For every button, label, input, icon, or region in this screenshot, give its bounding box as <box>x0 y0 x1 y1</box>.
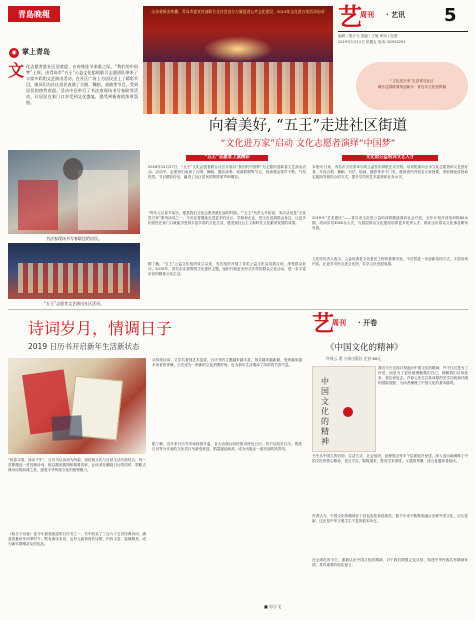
header-divider <box>338 31 468 32</box>
banner-caption: 山东省新安传播、青岛市委宣传部联合全社会各方力量促进公共文化建设、2019年文化进万家活动启动 <box>151 9 325 14</box>
brand-logo: 艺 <box>338 2 362 31</box>
section-a-para1: 2018年12月27日，“五王”文化志愿者联合社区开展以“我们的中国梦”为主题的迎新春文艺演出活动。活动中，志愿者们表演了合唱、舞蹈、器乐演奏、戏曲联唱等节目，现场观众掌声不断，气氛热烈，节目精彩纷呈，赢得了社区居民的阵阵掌声和喝彩。 <box>148 165 306 179</box>
section-subtitle: · 艺讯 <box>386 11 406 19</box>
book-para4: 在全球化的今天，重新认识中国文化的精神，对于我们增强文化自信、构建中华民族共有精神家园，具有重要的现实意义。 <box>312 558 468 567</box>
performance-photo-small <box>8 243 140 299</box>
page-number: 5 <box>444 5 457 26</box>
section-a <box>148 155 306 305</box>
poem-subtitle: 2019 日历书开启新年生活新状态 <box>28 342 140 351</box>
book-brand-logo: 艺 <box>312 311 335 337</box>
poem-title: 诗词岁月，情调日子 <box>28 319 173 338</box>
section-b-title: 文化馆公益培训文艺人才 <box>342 155 438 161</box>
book-cover-title: 中国文化的精神 <box>321 377 329 446</box>
section-a-para3: 据了解，“五王”公益文化组织成立以来，先后组织开展了各类公益文化活动数百场，深受群众好评。2019年，青岛市还将围绕文化惠民主题，组织开展更多形式多样的群众文化活动，进一步丰富市民的精神文化生活。 <box>148 262 306 276</box>
brand-suffix: 周刊 <box>360 11 374 19</box>
poem-byline: ■ 男小飞 <box>264 604 282 609</box>
info-bubble: “文化进万家”走进青岛社区 暖冬送春联剪纸迎新年 · 青岛市文化馆供稿 <box>356 62 468 110</box>
poem-para3: 从传统诗词、文学名著到艺术鉴赏，日历书的主题越来越丰富，形式越来越新颖，受到越来越多读者的青睐，正在成为一种新的文化消费时尚，也为新年生活增添了浓浓的书香气息。 <box>152 358 302 367</box>
intro-body: 化志愿者进社区送欢迎、在传统佳节来临之际，“我们的中国梦”上周，由青岛市“五王”公益文化组织联合志愿团队带来了丰富多彩的文艺演出活动，在社区广场上为居民送上了精彩节目，演员们为社区居民表演了合唱、舞蹈、戏曲等节目，受到居民的热烈欢迎。活动中还举行了书法家现场书写春联等活动，让居民在家门口享受到文化盛宴，感受到新春的浓厚氛围。 <box>26 64 138 105</box>
page-divider <box>8 309 468 310</box>
book-para1: 我们今天去探讨和追问中国文化的精神，并不仅仅是为了怀旧，而是为了更好地理解我们自己，理解我们从何处来、将往何处去。许倬云先生以其深厚的史学功底和开阔的国际视野，为读者梳理了中国文化的基本脉络。 <box>378 366 468 385</box>
section-label: 掌上青岛 <box>22 48 50 56</box>
newspaper-logo: 青島晚報 <box>8 6 60 22</box>
section-a-title: “五王”志愿者上演精彩 <box>186 155 268 161</box>
calligraphy-photo <box>8 150 140 234</box>
book-brand-suffix: 周刊 <box>332 319 346 327</box>
performance-photo-caption: “五王”志愿者文艺演出社区活动。 <box>43 301 105 306</box>
masthead <box>8 6 148 64</box>
section-a-para2: “每年元旦春节前后，都是我们文化志愿者最忙碌的时候。”“五王”负责人介绍说，本次活动是“文化进万家”系列活动之一，今后还将继续走进更多的社区、学校和企业，把文化送到群众身边，让更多的居民在家门口就能享受到丰富多彩的文化生活，感受到社会主义新时代文化繁荣发展的成果。 <box>148 211 306 225</box>
section-icon: ◉ <box>9 48 19 58</box>
poem-para2: 《给日子诗意》是今年最受欢迎的日历书之一，书中收录了三百六十五首经典诗词，涵盖春夏秋冬四季时令，既有唐诗宋词，也有元曲和现代诗歌，内容丰富，装帧精美，成为新年馈赠亲友的佳品。 <box>8 532 146 546</box>
section-b-para3: 文化馆负责人表示，公益培训是文化惠民工程的重要内容，今后将进一步创新培训方式，丰富培训内容，让更多市民走进文化馆，共享文化发展成果。 <box>312 257 468 266</box>
book-cover <box>312 366 376 452</box>
headline-sub: “文化进万家”启动 文化志愿者演绎“中国梦” <box>220 139 396 149</box>
poem-para4: 据了解，近年来日历书市场持续升温，各大出版社纷纷推出特色日历，其中以故宫日历、敦煌日历等为代表的文化类日历最受欢迎，销量屡创新高，成为出版业一道亮丽的风景线。 <box>152 442 302 451</box>
poem-section <box>8 312 308 614</box>
intro-lead-char: 文 <box>8 61 25 80</box>
stage-banner-photo <box>143 6 333 114</box>
book-para2: 书中从中国人的信仰、生活方式、社会组织、伦理观念等多个层面展开论述，深入浅出地阐释了中国文化的核心精神，语言平实，娓娓道来，既有学术深度，又通俗易懂，适合普通读者阅读。 <box>312 454 468 463</box>
section-b-para1: 本报讯 日前，青岛市文化馆举办的公益性培训班正式开班。培训班面向全市文化志愿者和文艺爱好者，开设合唱、舞蹈、书法、绘画、摄影等多个门类，邀请省内外知名专家授课，采取理论讲授和实践指导相结合的方式，提升学员的艺术素养和业务水平。 <box>312 165 468 179</box>
section-b-para2: 2019年“艺术惠民”——青岛市文化馆公益培训将继续面向社会开放，全年计划开设培训班80余期，培训学员3000余人次，为基层群众文化建设培养更多优秀人才，推动全市群众文化事业繁荣发展。 <box>312 216 468 230</box>
page-header <box>338 4 468 116</box>
section-b <box>312 155 468 305</box>
editor-credits: 编辑 / 燕小飞 美编 / 王敏 审读 / 伍莲 <box>338 34 398 38</box>
book-author-line: 许倬云 著 九州出版社 定价:68元 <box>326 356 382 361</box>
book-section <box>312 312 468 614</box>
calendar-book-photo <box>8 358 146 454</box>
book-section-sub: · 开卷 <box>358 319 378 327</box>
headline-main: 向着美好, “五王”走进社区街道 <box>208 118 408 134</box>
book-para3: 作者认为，中国文化的精神在于其包容性和延续性，数千年来不断吸收融合各种外来文化，历久弥新，这正是中华文明生生不息的根本所在。 <box>312 514 468 523</box>
issue-date: 2019年1月11日 星期五 电话: 82933291 <box>338 40 406 44</box>
poem-para1: “执卷寻春，读诗千年”，日历书以诗词为线索，将传统文化与日常生活巧妙结合，每一页都精选一首经典诗词，配以精美插图和简要赏析，让读者在翻阅日历的同时，领略古典诗词的韵味之美，感受中华传统文化的独特魅力。 <box>8 458 146 472</box>
book-title: 《中国文化的精神》 <box>326 343 403 353</box>
calligraphy-photo-caption: 书法家现场书写春联送给居民。 <box>46 236 102 241</box>
intro-column <box>8 62 138 148</box>
